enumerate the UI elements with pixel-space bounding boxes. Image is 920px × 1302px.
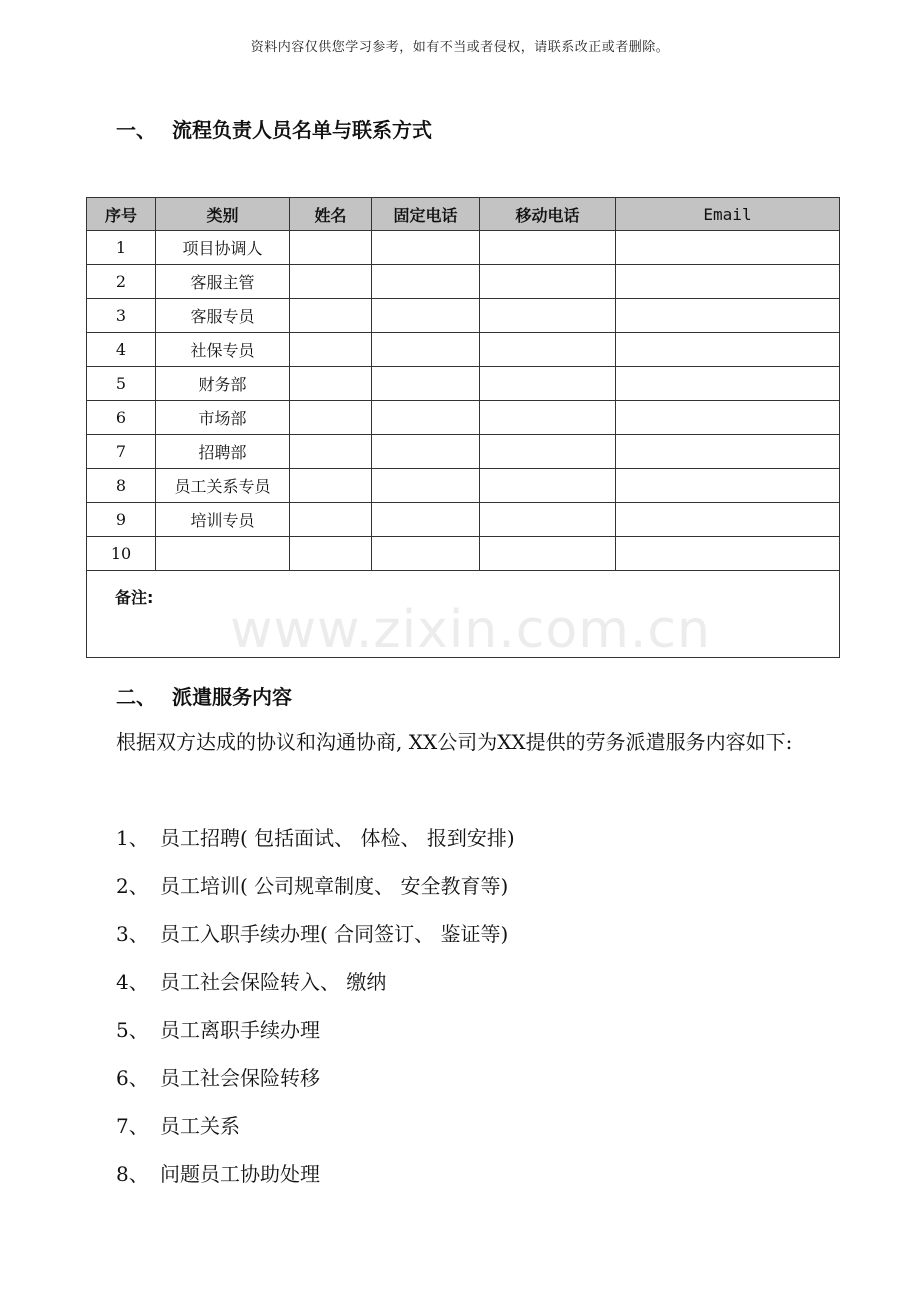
table-cell-name	[290, 469, 372, 503]
table-cell-landline	[372, 265, 480, 299]
section-title-contacts	[116, 114, 432, 143]
watermark: www.zixin.com.cn	[230, 600, 711, 660]
list-item-index: 6、	[116, 1066, 149, 1090]
list-item-text: 问题员工协助处理	[160, 1162, 320, 1186]
list-item-index: 3、	[116, 922, 149, 946]
table-row	[87, 401, 840, 435]
header-cell-category: 类别	[156, 198, 290, 231]
table-cell-email	[616, 537, 840, 571]
table-cell-email	[616, 367, 840, 401]
table-cell-mobile	[480, 231, 616, 265]
table-cell-mobile	[480, 435, 616, 469]
table-cell-index: 7	[87, 435, 156, 469]
table-cell-category	[156, 537, 290, 571]
table-cell-index: 5	[87, 367, 156, 401]
list-item-text: 员工培训( 公司规章制度、 安全教育等)	[160, 874, 509, 898]
table-cell-category: 客服专员	[156, 299, 290, 333]
header-cell-mobile: 移动电话	[480, 198, 616, 231]
table-cell-index: 8	[87, 469, 156, 503]
list-item-index: 8、	[116, 1162, 149, 1186]
table-cell-name	[290, 299, 372, 333]
table-cell-category: 社保专员	[156, 333, 290, 367]
section-title-services	[116, 681, 292, 710]
list-item-text: 员工关系	[160, 1114, 240, 1138]
table-cell-name	[290, 367, 372, 401]
list-item-text: 员工社会保险转入、 缴纳	[160, 970, 387, 994]
table-row	[87, 367, 840, 401]
header-cell-landline: 固定电话	[372, 198, 480, 231]
section-number: 二、	[116, 685, 156, 709]
table-cell-email	[616, 469, 840, 503]
list-item	[116, 862, 515, 910]
table-cell-email	[616, 299, 840, 333]
table-cell-index: 4	[87, 333, 156, 367]
table-cell-category: 培训专员	[156, 503, 290, 537]
table-cell-email	[616, 265, 840, 299]
table-cell-name	[290, 265, 372, 299]
section-title-text: 派遣服务内容	[172, 685, 292, 709]
table-cell-landline	[372, 231, 480, 265]
table-cell-index: 9	[87, 503, 156, 537]
table-header-row	[87, 198, 840, 231]
table-row	[87, 503, 840, 537]
list-item	[116, 958, 515, 1006]
list-item-text: 员工招聘( 包括面试、 体检、 报到安排)	[160, 826, 515, 850]
table-cell-mobile	[480, 333, 616, 367]
table-cell-name	[290, 333, 372, 367]
table-cell-landline	[372, 537, 480, 571]
table-cell-mobile	[480, 469, 616, 503]
list-item-text: 员工离职手续办理	[160, 1018, 320, 1042]
table-cell-name	[290, 435, 372, 469]
section-title-text: 流程负责人员名单与联系方式	[172, 118, 432, 142]
list-item-text: 员工入职手续办理( 合同签订、 鉴证等)	[160, 922, 509, 946]
table-row	[87, 265, 840, 299]
table-cell-landline	[372, 299, 480, 333]
table-cell-name	[290, 231, 372, 265]
table-row	[87, 231, 840, 265]
table-cell-email	[616, 401, 840, 435]
remark-label: 备注:	[115, 588, 154, 607]
list-item	[116, 814, 515, 862]
table-cell-landline	[372, 435, 480, 469]
intro-paragraph: 根据双方达成的协议和沟通协商, XX公司为XX提供的劳务派遣服务内容如下:	[116, 730, 793, 754]
table-cell-mobile	[480, 537, 616, 571]
table-cell-email	[616, 435, 840, 469]
table-cell-landline	[372, 469, 480, 503]
table-cell-category: 客服主管	[156, 265, 290, 299]
list-item-index: 1、	[116, 826, 149, 850]
table-cell-category: 财务部	[156, 367, 290, 401]
table-cell-landline	[372, 367, 480, 401]
list-item	[116, 910, 515, 958]
table-cell-email	[616, 333, 840, 367]
table-row	[87, 435, 840, 469]
table-cell-email	[616, 503, 840, 537]
header-cell-email: Email	[616, 198, 840, 231]
list-item	[116, 1102, 515, 1150]
section-number: 一、	[116, 118, 156, 142]
table-cell-index: 2	[87, 265, 156, 299]
table-row	[87, 299, 840, 333]
list-item-index: 5、	[116, 1018, 149, 1042]
table-cell-index: 6	[87, 401, 156, 435]
list-item-index: 7、	[116, 1114, 149, 1138]
table-cell-mobile	[480, 265, 616, 299]
list-item	[116, 1006, 515, 1054]
list-item-index: 2、	[116, 874, 149, 898]
table-cell-category: 员工关系专员	[156, 469, 290, 503]
table-cell-name	[290, 503, 372, 537]
table-cell-category: 市场部	[156, 401, 290, 435]
table-cell-landline	[372, 401, 480, 435]
table-cell-mobile	[480, 299, 616, 333]
service-list	[116, 814, 515, 1198]
table-cell-category: 项目协调人	[156, 231, 290, 265]
table-cell-index: 10	[87, 537, 156, 571]
header-note: 资料内容仅供您学习参考，如有不当或者侵权，请联系改正或者删除。	[250, 40, 670, 55]
table-cell-name	[290, 537, 372, 571]
table-cell-landline	[372, 333, 480, 367]
table-cell-mobile	[480, 401, 616, 435]
table-row	[87, 469, 840, 503]
list-item	[116, 1054, 515, 1102]
table-cell-category: 招聘部	[156, 435, 290, 469]
list-item-index: 4、	[116, 970, 149, 994]
table-cell-mobile	[480, 503, 616, 537]
list-item-text: 员工社会保险转移	[160, 1066, 320, 1090]
header-cell-name: 姓名	[290, 198, 372, 231]
table-cell-mobile	[480, 367, 616, 401]
header-cell-index: 序号	[87, 198, 156, 231]
contact-table	[86, 197, 840, 658]
table-cell-index: 1	[87, 231, 156, 265]
table-row	[87, 333, 840, 367]
table-row	[87, 537, 840, 571]
table-cell-email	[616, 231, 840, 265]
table-cell-landline	[372, 503, 480, 537]
list-item	[116, 1150, 515, 1198]
table-cell-index: 3	[87, 299, 156, 333]
table-cell-name	[290, 401, 372, 435]
